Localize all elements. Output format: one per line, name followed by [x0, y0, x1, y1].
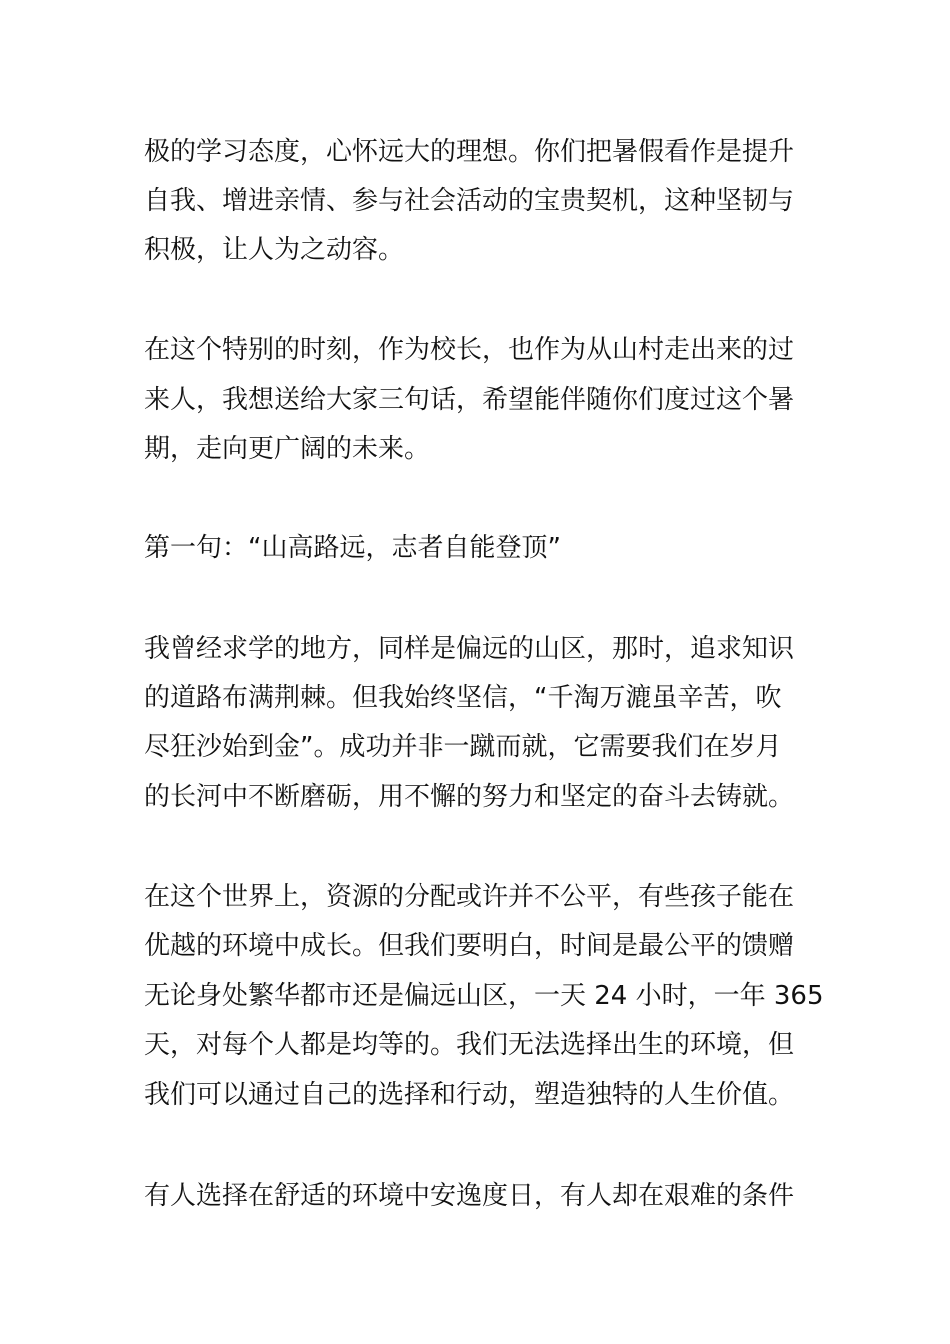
paragraph-line: 有人选择在舒适的环境中安逸度日，有人却在艰难的条件 [144, 1181, 795, 1211]
paragraph-line: 我们可以通过自己的选择和行动，塑造独特的人生价值。 [144, 1080, 795, 1110]
paragraph-line: 期，走向更广阔的未来。 [144, 434, 431, 464]
paragraph-line: 在这个世界上，资源的分配或许并不公平，有些孩子能在 [144, 882, 795, 912]
paragraph-line: 自我、增进亲情、参与社会活动的宝贵契机，这种坚韧与 [144, 186, 795, 216]
paragraph-line: 的长河中不断磨砺，用不懈的努力和坚定的奋斗去铸就。 [144, 782, 795, 812]
paragraph-line: 无论身处繁华都市还是偏远山区，一天 24 小时，一年 365 [144, 981, 824, 1011]
paragraph-line: 在这个特别的时刻，作为校长，也作为从山村走出来的过 [144, 335, 795, 365]
paragraph-line: 优越的环境中成长。但我们要明白，时间是最公平的馈赠 [144, 931, 795, 961]
paragraph-line: 来人，我想送给大家三句话，希望能伴随你们度过这个暑 [144, 385, 795, 415]
paragraph-line: 我曾经求学的地方，同样是偏远的山区，那时，追求知识 [144, 634, 795, 664]
paragraph-line: 极的学习态度，心怀远大的理想。你们把暑假看作是提升 [144, 137, 795, 167]
paragraph-line: 的道路布满荆棘。但我始终坚信，“千淘万漉虽辛苦，吹 [144, 683, 782, 713]
paragraph-line: 天，对每个人都是均等的。我们无法选择出生的环境，但 [144, 1030, 795, 1060]
paragraph-line: 积极，让人为之动容。 [144, 235, 405, 265]
paragraph-line: 尽狂沙始到金”。成功并非一蹴而就，它需要我们在岁月 [144, 732, 782, 762]
section-heading: 第一句：“山高路远，志者自能登顶” [144, 533, 561, 563]
